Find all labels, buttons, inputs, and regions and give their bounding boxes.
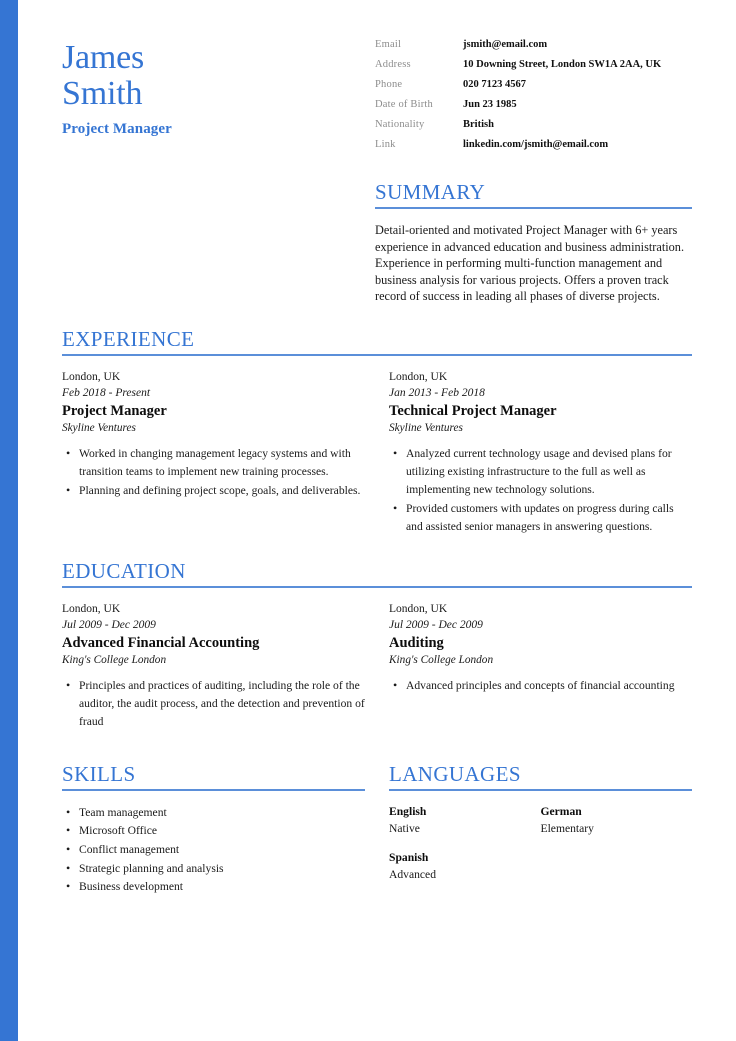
- languages-section: [389, 762, 692, 898]
- list-item: • Business development: [62, 878, 365, 897]
- entry-location: London, UK: [62, 370, 121, 383]
- language-name: Spanish: [389, 850, 429, 864]
- language-level: Elementary: [540, 821, 594, 835]
- experience-divider: [62, 354, 692, 356]
- resume-header: [62, 0, 692, 305]
- entry-location: London, UK: [62, 602, 121, 615]
- identity-block: [62, 32, 375, 138]
- resume-content: [62, 0, 692, 1041]
- contact-row-email: [375, 38, 692, 58]
- list-item: • Strategic planning and analysis: [62, 860, 365, 879]
- list-item: • Microsoft Office: [62, 822, 365, 841]
- list-item: • Advanced principles and concepts of financial accounting: [389, 677, 692, 695]
- entry-organization: King's College London: [389, 653, 494, 666]
- entry-bullet-list: [62, 445, 365, 500]
- language-item: [389, 804, 541, 837]
- entry-location: London, UK: [389, 602, 448, 615]
- contact-row-nationality: [375, 118, 692, 138]
- education-section: [62, 559, 692, 732]
- language-item: [389, 850, 541, 883]
- skills-heading: SKILLS: [62, 761, 136, 786]
- entry-title: Advanced Financial Accounting: [62, 634, 260, 651]
- contact-label-address: Address: [375, 59, 411, 70]
- contact-row-address: [375, 58, 692, 78]
- contact-label-phone: Phone: [375, 79, 403, 90]
- list-item: • Principles and practices of auditing, including the role of the auditor, the audit process, and the detection and prevention of fraud: [62, 677, 365, 731]
- list-item: • Conflict management: [62, 841, 365, 860]
- list-item: • Provided customers with updates on progress during calls and assisted senior managers in answering questions.: [389, 500, 692, 536]
- skills-list: [62, 804, 365, 898]
- education-entry: [62, 602, 365, 732]
- experience-columns: [62, 370, 692, 537]
- entry-organization: Skyline Ventures: [389, 421, 463, 434]
- language-name: German: [540, 804, 582, 818]
- contact-block: [375, 32, 692, 305]
- entry-dates: Jan 2013 - Feb 2018: [389, 386, 485, 399]
- education-columns: [62, 602, 692, 732]
- languages-heading: LANGUAGES: [389, 761, 521, 786]
- entry-title: Auditing: [389, 634, 444, 651]
- entry-dates: Jul 2009 - Dec 2009: [389, 618, 483, 631]
- last-name: Smith: [62, 75, 143, 112]
- education-divider: [62, 586, 692, 588]
- skills-section: [62, 762, 365, 898]
- contact-label-nationality: Nationality: [375, 119, 425, 130]
- contact-value-email[interactable]: jsmith@email.com: [463, 39, 548, 50]
- language-level: Native: [389, 821, 420, 835]
- contact-value-nationality: British: [463, 119, 494, 130]
- entry-dates: Feb 2018 - Present: [62, 386, 151, 399]
- skills-divider: [62, 789, 365, 791]
- experience-entry: [389, 370, 692, 537]
- language-level: Advanced: [389, 867, 436, 881]
- list-item: • Worked in changing management legacy systems and with transition teams to implement new training processes.: [62, 445, 365, 481]
- list-item: • Team management: [62, 804, 365, 823]
- list-item: • Planning and defining project scope, goals, and deliverables.: [62, 482, 365, 500]
- skills-languages-row: [62, 762, 692, 898]
- experience-heading: EXPERIENCE: [62, 326, 195, 351]
- entry-bullet-list: [389, 445, 692, 536]
- contact-value-address: 10 Downing Street, London SW1A 2AA, UK: [463, 59, 662, 70]
- contact-value-dob: Jun 23 1985: [463, 99, 517, 110]
- entry-title: Technical Project Manager: [389, 402, 557, 419]
- entry-title: Project Manager: [62, 402, 167, 419]
- languages-grid: [389, 804, 692, 896]
- contact-row-dob: [375, 98, 692, 118]
- contact-label-email: Email: [375, 39, 402, 50]
- entry-bullet-list: [389, 677, 692, 695]
- entry-location: London, UK: [389, 370, 448, 383]
- contact-row-phone: [375, 78, 692, 98]
- first-name: James: [62, 39, 145, 76]
- contact-label-dob: Date of Birth: [375, 99, 434, 110]
- experience-section: [62, 327, 692, 537]
- candidate-name: [62, 40, 375, 112]
- job-title: Project Manager: [62, 121, 172, 137]
- experience-entry: [62, 370, 365, 537]
- entry-dates: Jul 2009 - Dec 2009: [62, 618, 156, 631]
- list-item: • Analyzed current technology usage and devised plans for utilizing existing infrastructure to the full as well as implementing new technology solutions.: [389, 445, 692, 499]
- language-item: [541, 804, 693, 837]
- contact-value-link[interactable]: linkedin.com/jsmith@email.com: [463, 139, 609, 150]
- contact-value-phone[interactable]: 020 7123 4567: [463, 79, 526, 90]
- summary-divider: [375, 207, 692, 209]
- education-heading: EDUCATION: [62, 558, 186, 583]
- languages-divider: [389, 789, 692, 791]
- language-name: English: [389, 804, 427, 818]
- summary-section: [375, 180, 692, 305]
- entry-organization: King's College London: [62, 653, 167, 666]
- education-entry: [389, 602, 692, 732]
- summary-text: Detail-oriented and motivated Project Manager with 6+ years experience in advanced education and business administration. Experience in performing multi-function management and business analysis for various projects. Offers a proven track record of success in leading all phases of diverse projects.: [375, 223, 685, 303]
- entry-bullet-list: [62, 677, 365, 731]
- contact-table: [375, 38, 692, 158]
- contact-label-link: Link: [375, 139, 396, 150]
- summary-heading: SUMMARY: [375, 180, 486, 204]
- left-accent-bar: [0, 0, 18, 1041]
- entry-organization: Skyline Ventures: [62, 421, 136, 434]
- contact-row-link: [375, 138, 692, 158]
